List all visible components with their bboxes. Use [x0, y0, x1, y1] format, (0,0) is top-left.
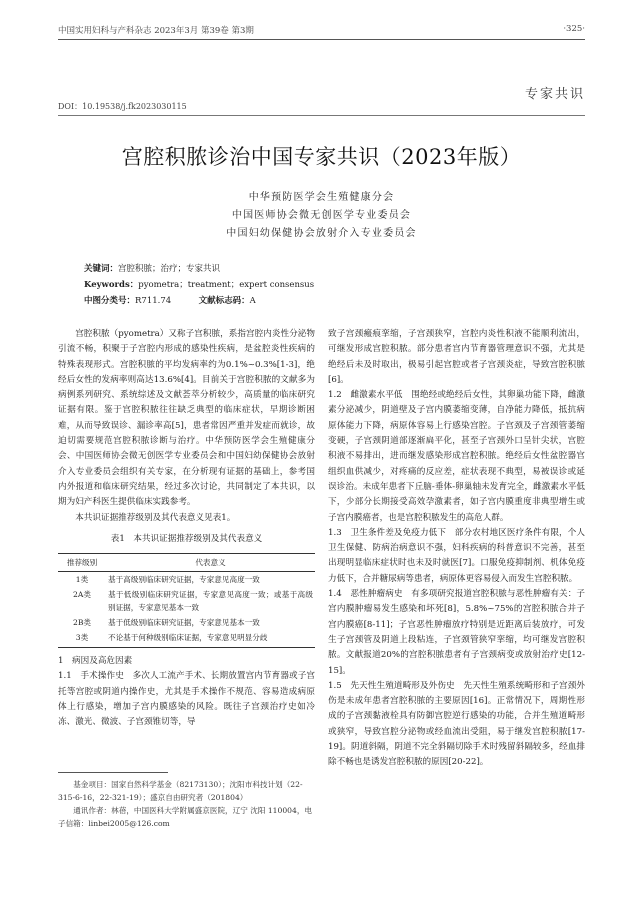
keywords-en — [84, 278, 314, 290]
keywords-cn-value: 宫腔积脓；治疗；专家共识 — [118, 264, 221, 274]
fund-note: 基金项目：国家自然科学基金（82173130）；沈阳市科技计划（22-315-6-16，22-321-19）；盛京自由研究者（201804） — [58, 780, 303, 802]
table-row — [58, 587, 315, 615]
table-header-row — [58, 554, 315, 572]
section-1-2-label: 1.2 雌激素水平低 — [328, 390, 403, 401]
grade-cell: 2A类 — [73, 590, 91, 600]
section-tag: 专家共识 — [524, 87, 585, 102]
section-1-1-text: 多次人工流产手术、长期放置宫内节育器或子宫托等宫腔或阴道内操作史，尤其是手术操作不规范、容易造成病原体上行感染，增加子宫内膜感染的风险。既往子宫颈治疗史如冷冻、激光、微波、子宫颈锥切等，导 — [58, 671, 315, 728]
journal-info: 中国实用妇科与产科杂志 2023年3月 第39卷 第3期 — [58, 26, 254, 36]
table-title: 表1 本共识证据推荐级别及其代表意义 — [110, 533, 263, 544]
paper-title: 宫腔积脓诊治中国专家共识（2023年版） — [121, 145, 522, 169]
section-1-1 — [58, 669, 315, 730]
clc-value: R711.74 — [135, 296, 172, 306]
organization-3: 中国妇幼保健协会放射介入专业委员会 — [226, 228, 417, 239]
section-1-4-label: 1.4 恶性肿瘤病史 — [328, 589, 403, 600]
meaning-cell: 基于低级别临床研究证据，专家意见高度一致；或基于高级别证据，专家意见基本一致 — [108, 590, 313, 613]
section-1-4 — [328, 587, 585, 679]
section-1-5-text: 先天性生殖系统畸形和子宫颈外伤是未成年患者宫腔积脓的主要原因[16]。正常情况下，周期性形成的子宫颈黏液栓具有防御宫腔逆行感染的功能，合并生殖道畸形或狭窄，导致宫腔分泌物或经血流出受阻，易于继发宫腔积脓[17-19]。阴道斜隔，阴道不完全斜隔切除手术时残留斜隔较多，经血排除不畅也是诱发宫腔积脓的原因[20-22]。 — [328, 680, 585, 768]
left-column — [58, 327, 315, 731]
keywords-en-label: Keywords： — [84, 280, 139, 290]
running-header — [58, 24, 585, 36]
section-1-5-label: 1.5 先天性生殖道畸形及外伤史 — [328, 680, 455, 691]
table-row — [58, 572, 315, 588]
section-1-3-text: 部分农村地区医疗条件有限，个人卫生保健、防病治病意识不强，妇科疾病的科普意识不完善，甚至出现明显临床症状时也未及时就医[7]。口服免疫抑制剂、机体免疫力低下，合并糖尿病等患者，病原体更容易侵入而发生宫腔积脓。 — [328, 527, 585, 584]
meaning-cell: 基于高级别临床研究证据，专家意见高度一致 — [108, 575, 260, 585]
keywords-cn-label: 关键词： — [84, 264, 119, 274]
corresponding-author: 通讯作者：林蓓，中国医科大学附属盛京医院，辽宁 沈阳 110004，电子信箱：linbei2005@126.com — [58, 806, 313, 828]
doi[interactable]: DOI：10.19538/j.fk2023030115 — [58, 102, 187, 111]
meaning-cell: 不论基于何种级别临床证据，专家意见明显分歧 — [106, 630, 315, 648]
classification — [84, 294, 256, 306]
doi-rule — [58, 115, 585, 116]
section-1-5 — [328, 679, 585, 771]
organization-1: 中华预防医学会生殖健康分会 — [248, 192, 395, 203]
table-header-meaning: 代表意义 — [106, 554, 315, 572]
evidence-grade-table — [58, 553, 315, 648]
intro-paragraph: 宫腔积脓（pyometra）又称子宫积脓，系指宫腔内炎性分泌物引流不畅，积聚于子宫腔内形成的感染性疾病，是盆腔炎性疾病的特殊表现形式。宫腔积脓的平均发病率约为0.1%~0.3%[1-3]，绝经后女性的发病率则高达13.6%[4]。目前关于宫腔积脓的文献多为病例系列研究、系统综述及文献荟萃分析较少，高质量的临床研究证据有限。鉴于宫腔积脓往往缺乏典型的临床症状，早期诊断困难，从而导致误诊、漏诊率高[5]，患者常因严重并发症而就诊，故迫切需要规范宫腔积脓诊断与治疗。中华预防医学会生殖健康分会、中国医师协会微无创医学专业委员会和中国妇幼保健协会放射介入专业委员会组织有关专家，在分析现有证据的基础上，参考国内外报道和临床研究结果，经过多次讨论，共同制定了本共识，以期为妇产科医生提供临床实践参考。 — [58, 329, 315, 508]
continued-paragraph: 致子宫颈瘢痕挛缩，子宫颈狭窄，宫腔内炎性积液不能顺利流出，可继发形成宫腔积脓。部分患者宫内节育器管理意识不强，尤其是绝经后未及时取出，极易引起宫腔或者子宫颈炎症，导致宫腔积脓[6]。 — [328, 329, 585, 385]
section-1-4-text: 有多项研究报道宫腔积脓与恶性肿瘤有关：子宫内膜肿瘤易发生感染和坏死[8]，5.8%~75%的宫腔积脓合并子宫内膜癌[8-11]；子宫恶性肿瘤放疗特别是近距离后装放疗，可发生子宫颈管及阴道上段粘连，子宫颈管狭窄挛缩，均可继发宫腔积脓。文献报道20%的宫腔积脓患者有子宫颈病变或放射治疗史[12-15]。 — [328, 589, 585, 676]
keywords-en-value: pyometra；treatment；expert consensus — [138, 280, 315, 290]
section-1-3-label: 1.3 卫生条件差及免疫力低下 — [328, 527, 447, 538]
header-rule — [58, 39, 585, 40]
right-column — [328, 327, 585, 771]
organization-2: 中国医师协会微无创医学专业委员会 — [231, 210, 412, 221]
grade-cell: 1类 — [75, 575, 89, 585]
keywords-cn — [84, 262, 220, 274]
meaning-cell: 基于低级别临床研究证据，专家意见基本一致 — [108, 618, 260, 628]
table-row — [58, 630, 315, 648]
clc-label: 中图分类号： — [84, 296, 136, 306]
section-1-2-text: 围绝经或绝经后女性，其卵巢功能下降，雌激素分泌减少，阴道壁及子宫内膜萎缩变薄，自净能力降低，抵抗病原体能力下降，病原体容易上行感染宫腔。子宫颈及子宫颈管萎缩变硬，子宫颈阴道部逐渐扁平化，甚至子宫颈外口呈针尖状，宫腔积液不易排出，进而继发感染形成宫腔积脓。绝经后女性盆腔器官组织血供减少，对疼痛的反应差，症状表现不典型，易被误诊或延误诊治。未成年患者下丘脑-垂体-卵巢轴未发育完全，雌激素水平低下，少部分长期接受高效孕激素者，如子宫内膜重度非典型增生或子宫内膜癌者，也是宫腔积脓发生的高危人群。 — [328, 390, 585, 523]
section-1-2 — [328, 388, 585, 526]
page-number: ·325· — [563, 24, 585, 34]
section-1-3 — [328, 526, 585, 587]
section-1-1-label: 1.1 手术操作史 — [58, 671, 124, 682]
grade-cell: 3类 — [58, 630, 106, 648]
footnote-rule — [58, 772, 168, 773]
doc-code-label: 文献标志码： — [198, 296, 250, 306]
table-header-grade: 推荐级别 — [58, 554, 106, 572]
doc-code-value: A — [249, 296, 256, 306]
section-1-heading: 1 病因及高危因素 — [58, 656, 133, 667]
table-reference-paragraph: 本共识证据推荐级别及其代表意义见表1。 — [75, 512, 236, 523]
table-row — [58, 615, 315, 630]
grade-cell: 2B类 — [72, 618, 91, 628]
footnotes — [58, 778, 315, 830]
